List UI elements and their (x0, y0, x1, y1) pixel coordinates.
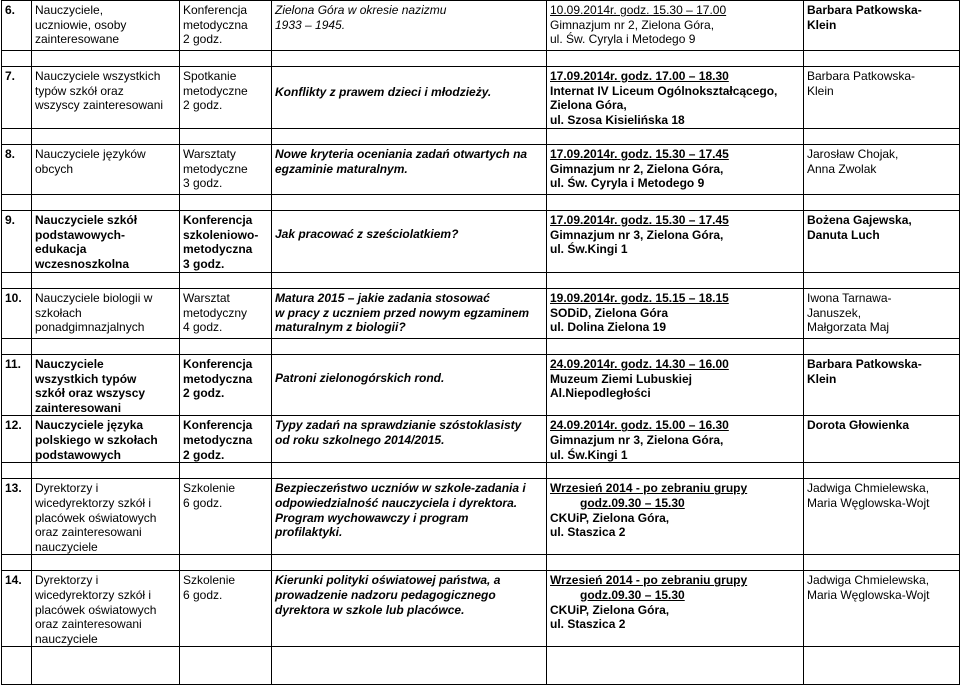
form-line: Konferencja (183, 357, 253, 371)
topic-line: egzaminie maturalnym. (275, 161, 408, 176)
audience-line: wszystkich typów (35, 371, 137, 386)
topic-line: Jak pracować z sześciolatkiem? (275, 227, 459, 241)
topic-line: odpowiedzialność nauczyciela i dyrektora. (275, 495, 518, 510)
table-row (2, 211, 960, 273)
leader-line: Jarosław Chojak, (807, 147, 899, 161)
address-line: ul. Staszica 2 (550, 617, 626, 632)
leader-line: Klein (807, 17, 837, 32)
audience-line: Nauczyciele języka (35, 418, 144, 433)
table-row (2, 355, 960, 416)
period: Wrzesień 2014 - po zebraniu grupy (550, 573, 748, 588)
time: godz.09.30 – 15.30 (580, 587, 685, 602)
form-line: Warsztaty (183, 147, 236, 161)
audience-cell (32, 355, 180, 416)
leader-line: Klein (807, 83, 834, 98)
form-line: metodyczna (183, 242, 253, 257)
audience-cell (32, 289, 180, 339)
topic-cell (272, 479, 547, 555)
audience-line: edukacja (35, 242, 87, 257)
row-number: 10. (2, 289, 32, 339)
table-row (2, 416, 960, 463)
topic-cell (272, 571, 547, 647)
form-line: 4 godz. (183, 320, 223, 335)
audience-cell (32, 571, 180, 647)
leader-line: Barbara Patkowska- (807, 357, 922, 371)
audience-line: zainteresowane (35, 32, 120, 47)
audience-cell (32, 416, 180, 463)
topic-line: Kierunki polityki oświatowej państwa, a (275, 573, 501, 588)
when-where-cell (547, 571, 804, 647)
topic-cell (272, 289, 547, 339)
date-time: 17.09.2014r. godz. 15.30 – 17.45 (550, 147, 729, 161)
leader-line: Barbara Patkowska- (807, 69, 916, 83)
table-row (2, 67, 960, 129)
when-where-cell (547, 289, 804, 339)
form-line: Spotkanie (183, 69, 237, 83)
date-time: 24.09.2014r. godz. 14.30 – 16.00 (550, 357, 729, 371)
when-where-cell (547, 1, 804, 51)
row-number: 9. (2, 211, 32, 273)
form-line: szkoleniowo- (183, 227, 259, 242)
audience-cell (32, 67, 180, 129)
audience-line: ponadgimnazjalnych (35, 320, 145, 335)
address-line: Al.Niepodległości (550, 386, 651, 401)
form-cell (180, 571, 272, 647)
form-line: metodyczna (183, 17, 248, 32)
leader-line: Maria Węglowska-Wojt (807, 495, 930, 510)
address-line: ul. Św.Kingi 1 (550, 242, 628, 257)
audience-cell (32, 1, 180, 51)
topic-cell (272, 355, 547, 416)
form-cell (180, 211, 272, 273)
form-cell (180, 355, 272, 416)
audience-line: Nauczyciele (35, 357, 104, 371)
form-line: 6 godz. (183, 495, 223, 510)
row-gap (2, 51, 960, 67)
address-line: ul. Szosa Kisielińska 18 (550, 112, 685, 127)
date-time: 17.09.2014r. godz. 17.00 – 18.30 (550, 69, 729, 83)
table-row (2, 145, 960, 195)
when-where-cell (547, 479, 804, 555)
form-line: metodyczne (183, 83, 248, 98)
audience-line: nauczyciele (35, 631, 98, 646)
topic-cell (272, 67, 547, 129)
audience-cell (32, 479, 180, 555)
form-cell (180, 1, 272, 51)
table-row (2, 571, 960, 647)
form-line: 2 godz. (183, 98, 223, 113)
form-line: 2 godz. (183, 32, 223, 47)
audience-line: oraz zainteresowani (35, 617, 142, 632)
when-where-cell (547, 67, 804, 129)
audience-line: placówek oświatowych (35, 602, 157, 617)
audience-line: polskiego w szkołach (35, 432, 158, 447)
when-where-cell (547, 211, 804, 273)
form-line: 3 godz. (183, 256, 225, 271)
audience-line: oraz zainteresowani (35, 525, 142, 540)
form-line: Warsztat (183, 291, 230, 305)
topic-line: maturalnym z biologii? (275, 320, 406, 335)
audience-line: wczesnoszkolna (35, 256, 130, 271)
leader-cell (804, 67, 960, 129)
topic-line: Matura 2015 – jakie zadania stosować (275, 291, 490, 305)
row-number: 12. (2, 416, 32, 463)
audience-line: Nauczyciele, (35, 3, 104, 17)
audience-line: podstawowych- (35, 227, 126, 242)
topic-line: dyrektora w szkole lub placówce. (275, 602, 465, 617)
venue-line: Muzeum Ziemi Lubuskiej (550, 371, 693, 386)
form-line: 2 godz. (183, 447, 225, 462)
leader-cell (804, 355, 960, 416)
form-cell (180, 289, 272, 339)
leader-line: Dorota Głowienka (807, 418, 910, 433)
row-number: 6. (2, 1, 32, 51)
city-line: Zielona Góra, (550, 98, 627, 113)
leader-cell (804, 1, 960, 51)
form-cell (180, 416, 272, 463)
audience-cell (32, 211, 180, 273)
address-line: ul. Św.Kingi 1 (550, 447, 628, 462)
form-cell (180, 479, 272, 555)
row-number: 11. (2, 355, 32, 416)
audience-line: obcych (35, 161, 74, 176)
audience-line: placówek oświatowych (35, 510, 157, 525)
form-line: Konferencja (183, 3, 248, 17)
form-line: Konferencja (183, 213, 253, 227)
address-line: ul. Św. Cyryla i Metodego 9 (550, 176, 705, 191)
audience-line: zainteresowani (35, 400, 122, 415)
row-number: 14. (2, 571, 32, 647)
leader-cell (804, 479, 960, 555)
topic-line: w pracy z uczniem przed nowym egzaminem (275, 305, 530, 320)
when-where-cell (547, 416, 804, 463)
venue-line: Gimnazjum nr 2, Zielona Góra, (550, 161, 724, 176)
leader-cell (804, 211, 960, 273)
topic-line: Typy zadań na sprawdzianie szóstoklasisty (275, 418, 522, 433)
leader-line: Anna Zwolak (807, 161, 877, 176)
audience-line: wicedyrektorzy szkół i (35, 587, 152, 602)
audience-line: typów szkół oraz (35, 83, 124, 98)
row-gap (2, 463, 960, 479)
venue-line: Gimnazjum nr 3, Zielona Góra, (550, 432, 724, 447)
topic-line: prowadzenie nadzoru pedagogicznego (275, 587, 496, 602)
leader-line: Klein (807, 371, 837, 386)
date-time: 10.09.2014r. godz. 15.30 – 17.00 (550, 3, 727, 17)
date-time: 17.09.2014r. godz. 15.30 – 17.45 (550, 213, 729, 227)
row-gap (2, 129, 960, 145)
schedule-table (1, 0, 960, 685)
form-line: metodyczna (183, 432, 253, 447)
leader-line: Barbara Patkowska- (807, 3, 922, 17)
venue-line: SODiD, Zielona Góra (550, 305, 669, 320)
topic-line: Bezpieczeństwo uczniów w szkole-zadania i (275, 481, 526, 496)
topic-cell (272, 1, 547, 51)
leader-line: Małgorzata Maj (807, 320, 890, 335)
address-line: ul. Św. Cyryla i Metodego 9 (550, 32, 696, 47)
topic-line: od roku szkolnego 2014/2015. (275, 432, 445, 447)
audience-line: Nauczyciele wszystkich (35, 69, 161, 83)
topic-line: profilaktyki. (275, 525, 343, 540)
form-line: metodyczny (183, 305, 248, 320)
time: godz.09.30 – 15.30 (580, 495, 685, 510)
leader-line: Bożena Gajewska, (807, 213, 912, 227)
form-line: 2 godz. (183, 386, 225, 401)
audience-line: nauczyciele (35, 539, 98, 554)
table-row (2, 289, 960, 339)
row-number: 8. (2, 145, 32, 195)
row-gap (2, 273, 960, 289)
form-line: Szkolenie (183, 573, 236, 588)
address-line: ul. Staszica 2 (550, 525, 626, 540)
row-gap (2, 339, 960, 355)
form-line: 3 godz. (183, 176, 223, 191)
form-line: metodyczna (183, 371, 253, 386)
topic-cell (272, 416, 547, 463)
leader-line: Jadwiga Chmielewska, (807, 481, 930, 496)
audience-cell (32, 145, 180, 195)
venue-line: CKUiP, Zielona Góra, (550, 510, 670, 525)
leader-line: Maria Węglowska-Wojt (807, 587, 930, 602)
row-number: 7. (2, 67, 32, 129)
form-cell (180, 145, 272, 195)
address-line: ul. Dolina Zielona 19 (550, 320, 667, 335)
table-row (2, 479, 960, 555)
leader-line: Januszek, (807, 305, 862, 320)
audience-line: podstawowych (35, 447, 122, 462)
audience-line: Nauczyciele biologii w (35, 291, 153, 305)
form-line: metodyczne (183, 161, 248, 176)
audience-line: Nauczyciele języków (35, 147, 146, 161)
venue-line: Internat IV Liceum Ogólnokształcącego, (550, 83, 778, 98)
venue-line: Gimnazjum nr 2, Zielona Góra, (550, 17, 715, 32)
topic-cell (272, 145, 547, 195)
audience-line: szkół oraz wszyscy (35, 386, 146, 401)
topic-line: Zielona Góra w okresie nazizmu (275, 3, 447, 17)
audience-line: Dyrektorzy i (35, 481, 99, 496)
leader-line: Danuta Luch (807, 227, 880, 242)
topic-line: Patroni zielonogórskich rond. (275, 371, 445, 385)
when-where-cell (547, 145, 804, 195)
audience-line: wszyscy zainteresowani (35, 98, 164, 113)
form-line: Konferencja (183, 418, 253, 433)
venue-line: CKUiP, Zielona Góra, (550, 602, 670, 617)
row-number: 13. (2, 479, 32, 555)
audience-line: szkołach (35, 305, 82, 320)
audience-line: uczniowie, osoby (35, 17, 127, 32)
row-gap (2, 555, 960, 571)
form-cell (180, 67, 272, 129)
row-gap (2, 195, 960, 211)
topic-line: 1933 – 1945. (275, 17, 346, 32)
form-line: Szkolenie (183, 481, 236, 496)
topic-line: Konflikty z prawem dzieci i młodzieży. (275, 85, 492, 99)
when-where-cell (547, 355, 804, 416)
table-row (2, 1, 960, 51)
topic-line: Program wychowawczy i program (275, 510, 469, 525)
audience-line: wicedyrektorzy szkół i (35, 495, 152, 510)
leader-cell (804, 289, 960, 339)
date-time: 19.09.2014r. godz. 15.15 – 18.15 (550, 291, 729, 305)
venue-line: Gimnazjum nr 3, Zielona Góra, (550, 227, 724, 242)
period: Wrzesień 2014 - po zebraniu grupy (550, 481, 748, 496)
leader-cell (804, 416, 960, 463)
form-line: 6 godz. (183, 587, 223, 602)
audience-line: Dyrektorzy i (35, 573, 99, 588)
date-time: 24.09.2014r. godz. 15.00 – 16.30 (550, 418, 729, 433)
topic-line: Nowe kryteria oceniania zadań otwartych na (275, 147, 528, 161)
leader-cell (804, 571, 960, 647)
leader-cell (804, 145, 960, 195)
audience-line: Nauczyciele szkół (35, 213, 138, 227)
topic-cell (272, 211, 547, 273)
leader-line: Jadwiga Chmielewska, (807, 573, 930, 588)
leader-line: Iwona Tarnawa- (807, 291, 892, 305)
